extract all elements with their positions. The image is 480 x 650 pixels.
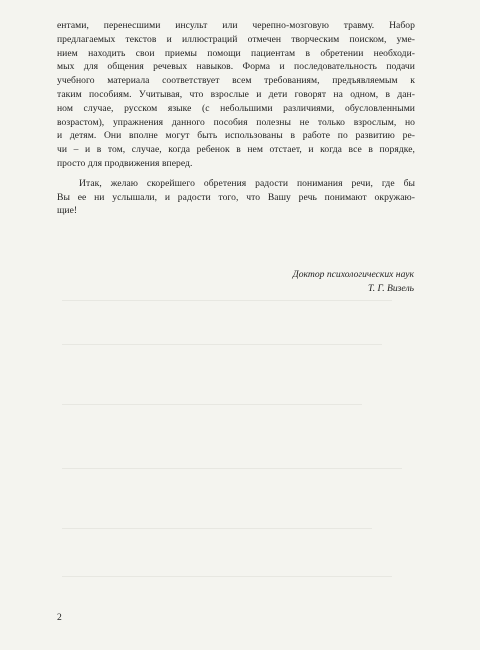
body-text bbox=[57, 19, 415, 218]
text-line: ном случае, русском языке (с небольшими различиями, обусловленными bbox=[57, 102, 415, 114]
signature bbox=[293, 268, 414, 296]
text-line: ентами, перенесшими инсульт или черепно-мозговую травму. Набор bbox=[57, 20, 415, 31]
signature-title: Доктор психологических наук bbox=[292, 269, 414, 280]
bleed-through-line bbox=[62, 300, 392, 301]
text-line: щие! bbox=[57, 205, 78, 217]
text-line: таким пособиям. Учитывая, что взрослые и дети говорят на одном, в дан- bbox=[57, 88, 415, 100]
text-line: Итак, желаю скорейшего обретения радости понимания речи, где бы bbox=[79, 177, 415, 189]
text-line: нием находить свои приемы помощи пациентам в обретении необходи- bbox=[57, 47, 415, 59]
text-line: мых для общения речевых навыков. Форма и последовательность подачи bbox=[57, 61, 415, 73]
text-line: Вы ее ни услышали, и радости того, что Вашу речь понимают окружаю- bbox=[57, 191, 415, 203]
signature-name: Т. Г. Визель bbox=[367, 282, 414, 294]
text-line: чи – и в том, случае, когда ребенок в нем отстает, и когда все в порядке, bbox=[57, 144, 415, 156]
text-line: возрастом), упражнения данного пособия полезны не только взрослым, но bbox=[57, 116, 415, 128]
text-line: предлагаемых текстов и иллюстраций отмечен творческим поиском, уме- bbox=[57, 33, 415, 45]
bleed-through-line bbox=[62, 528, 372, 529]
bleed-through-line bbox=[62, 468, 402, 469]
bleed-through-line bbox=[62, 576, 392, 577]
page-number: 2 bbox=[57, 612, 62, 623]
bleed-through-line bbox=[62, 404, 362, 405]
text-line: просто для продвижения вперед. bbox=[57, 157, 193, 169]
bleed-through-line bbox=[62, 344, 382, 345]
text-line: и детям. Они вполне могут быть использованы в работе по развитию ре- bbox=[57, 130, 415, 142]
text-line: учебного материала соответствует всем требованиям, предъявляемым к bbox=[57, 75, 415, 87]
